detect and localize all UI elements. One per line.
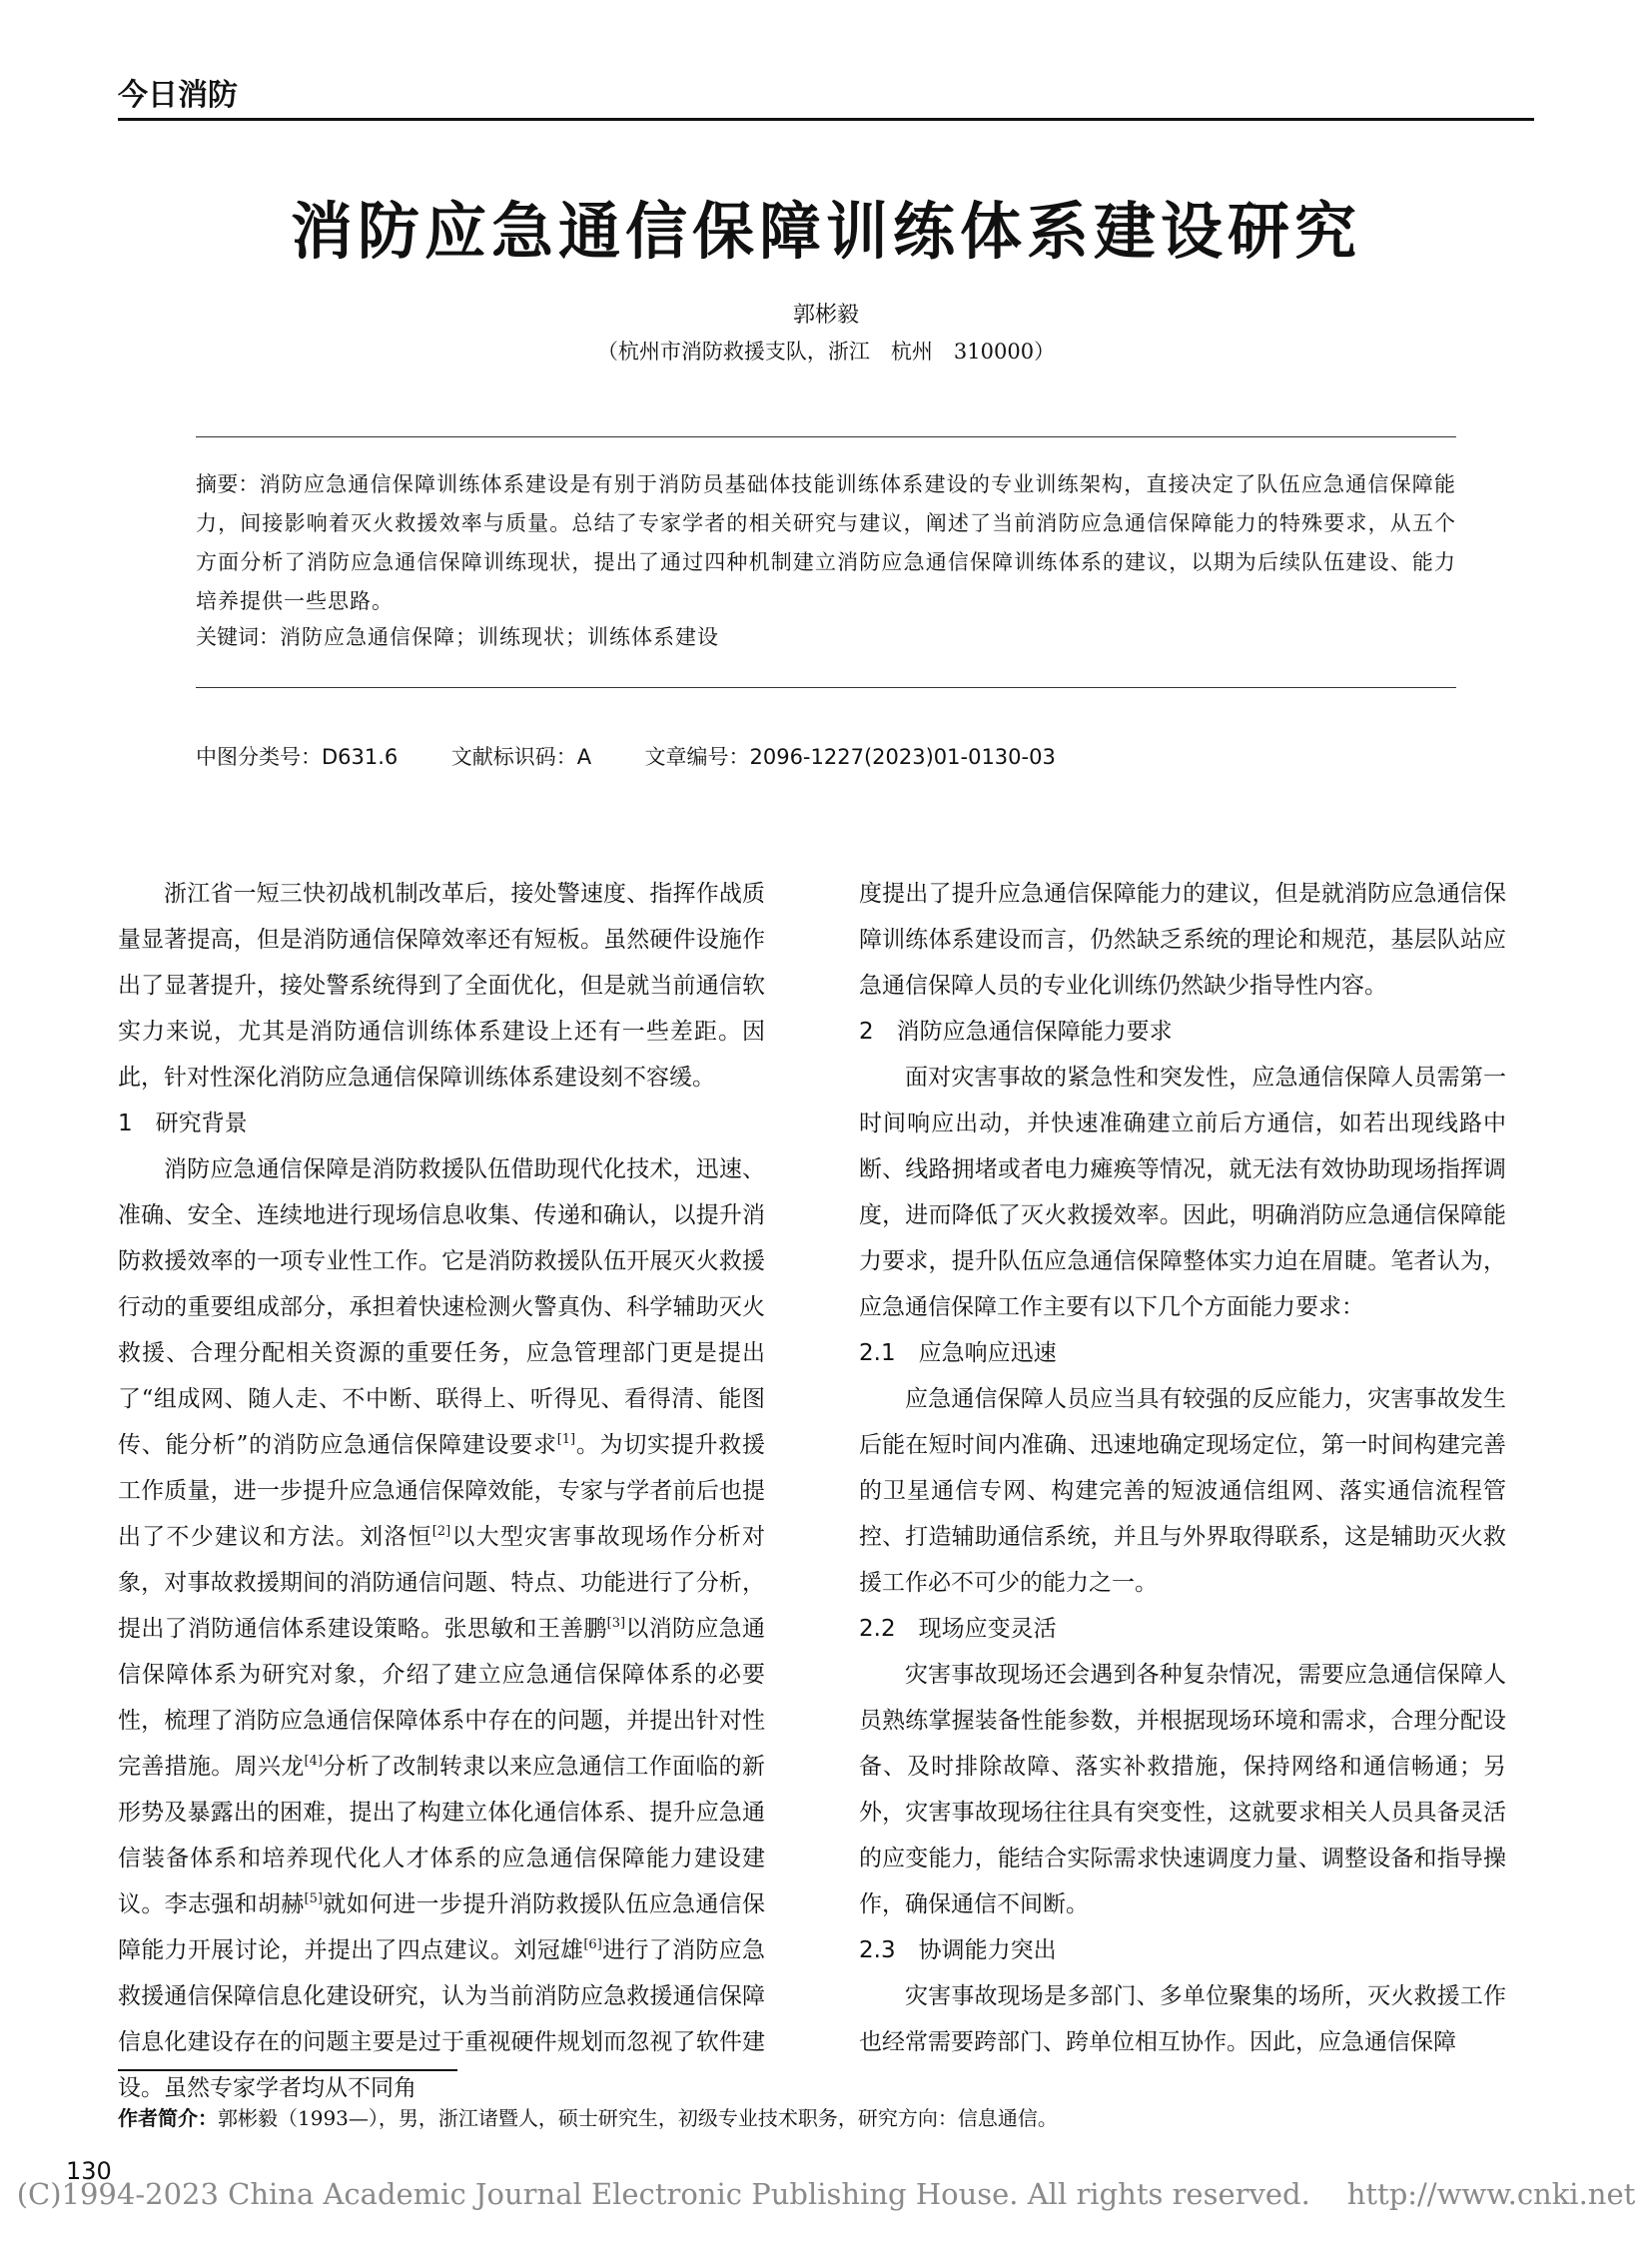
doc-code-value: A bbox=[576, 745, 592, 769]
paragraph: 度提出了提升应急通信保障能力的建议，但是就消防应急通信保障训练体系建设而言，仍然缺乏系统的理论和规范，基层队站应急通信保障人员的专业化训练仍然缺少指导性内容。 bbox=[859, 881, 1506, 999]
paragraph: 灾害事故现场还会遇到各种复杂情况，需要应急通信保障人员熟练掌握装备性能参数，并根据现场环境和需求，合理分配设备、及时排除故障、落实补救措施，保持网络和通信畅通；另外，灾害事故现场往往具有突变性，这就要求相关人员具备灵活的应变能力，能结合实际需求快速调度力量、调整设备和指导操作，确保通信不间断。 bbox=[859, 1662, 1506, 1917]
abstract-top-rule bbox=[196, 436, 1456, 437]
keywords-text: 消防应急通信保障；训练现状；训练体系建设 bbox=[280, 625, 719, 649]
subsection-heading: 2.1 应急响应迅速 bbox=[859, 1340, 1057, 1366]
abstract bbox=[196, 465, 1456, 621]
article-author: 郭彬毅 bbox=[792, 303, 859, 328]
doc-code-label: 文献标识码： bbox=[450, 745, 577, 769]
clc-label: 中图分类号： bbox=[196, 745, 322, 769]
author-bio-label: 作者简介： bbox=[118, 2106, 218, 2130]
abstract-label: 摘要： bbox=[196, 472, 260, 496]
section-heading: 1 研究背景 bbox=[118, 1111, 248, 1136]
article-no-value: 2096-1227(2023)01-0130-03 bbox=[749, 745, 1056, 769]
citation-ref: [3] bbox=[606, 1616, 626, 1631]
page-number: 130 bbox=[66, 2157, 112, 2185]
citation-ref: [2] bbox=[431, 1524, 451, 1539]
paragraph: 应急通信保障人员应当具有较强的反应能力，灾害事故发生后能在短时间内准确、迅速地确定现场定位，第一时间构建完善的卫星通信专网、构建完善的短波通信组网、落实通信流程管控、打造辅助通信系统，并且与外界取得联系，这是辅助灭火救援工作必不可少的能力之一。 bbox=[859, 1386, 1506, 1596]
section-label: 今日消防 bbox=[118, 78, 238, 113]
classification-info bbox=[196, 741, 1056, 771]
author-affiliation: （杭州市消防救援支队，浙江 杭州 310000） bbox=[596, 340, 1056, 364]
subsection-heading: 2.2 现场应变灵活 bbox=[859, 1616, 1057, 1642]
citation-ref: [1] bbox=[556, 1432, 576, 1447]
article-title: 消防应急通信保障训练体系建设研究 bbox=[290, 195, 1361, 268]
abstract-text: 消防应急通信保障训练体系建设是有别于消防员基础体技能训练体系建设的专业训练架构，直接决定了队伍应急通信保障能力，间接影响着灭火救援效率与质量。总结了专家学者的相关研究与建议，阐述了当前消防应急通信保障能力的特殊要求，从五个方面分析了消防应急通信保障训练现状，提出了通过四种机制建立消防应急通信保障训练体系的建议，以期为后续队伍建设、能力培养提供一些思路。 bbox=[196, 472, 1456, 613]
article-no-label: 文章编号： bbox=[644, 745, 750, 769]
citation-ref: [4] bbox=[304, 1754, 323, 1769]
subsection-heading: 2.3 协调能力突出 bbox=[859, 1937, 1057, 1963]
paragraph: 消防应急通信保障是消防救援队伍借助现代化技术，迅速、准确、安全、连续地进行现场信息收集、传递和确认，以提升消防救援效率的一项专业性工作。它是消防救援队伍开展灭火救援行动的重要组成部分，承担着快速检测火警真伪、科学辅助灭火救援、合理分配相关资源的重要任务，应急管理部门更是提出了“组成网、随人走、不中断、联得上、听得见、看得清、能图传、能分析”的消防应急通信保障建设要求[1]。为切实提升救援工作质量，进一步提升应急通信保障效能，专家与学者前后也提出了不少建议和方法。刘洛恒[2]以大型灾害事故现场作分析对象，对事故救援期间的消防通信问题、特点、功能进行了分析，提出了消防通信体系建设策略。张思敏和王善鹏[3]以消防应急通信保障体系为研究对象，介绍了建立应急通信保障体系的必要性，梳理了消防应急通信保障体系中存在的问题，并提出针对性完善措施。周兴龙[4]分析了改制转隶以来应急通信工作面临的新形势及暴露出的困难，提出了构建立体化通信体系、提升应急通信装备体系和培养现代化人才体系的应急通信保障能力建设建议。李志强和胡赫[5]就如何进一步提升消防救援队伍应急通信保障能力开展讨论，并提出了四点建议。刘冠雄[6]进行了消防应急救援通信保障信息化建设研究，认为当前消防应急救援通信保障信息化建设存在的问题主要是过于重视硬件规划而忽视了软件建设。虽然专家学者均从不同角 bbox=[118, 1156, 766, 2101]
paragraph: 灾害事故现场是多部门、多单位聚集的场所，灭火救援工作也经常需要跨部门、跨单位相互协作。因此，应急通信保障 bbox=[859, 1983, 1506, 2055]
keywords-label: 关键词： bbox=[196, 625, 280, 649]
body-column-right bbox=[859, 871, 1506, 2065]
author-bio bbox=[118, 2102, 1058, 2131]
footnote-rule bbox=[118, 2069, 457, 2071]
body-column-left bbox=[118, 871, 765, 2111]
citation-ref: [6] bbox=[583, 1937, 602, 1952]
clc-value: D631.6 bbox=[322, 745, 399, 769]
citation-ref: [5] bbox=[304, 1891, 323, 1906]
keywords bbox=[196, 621, 1456, 651]
paragraph: 浙江省一短三快初战机制改革后，接处警速度、指挥作战质量显著提高，但是消防通信保障效率还有短板。虽然硬件设施作出了显著提升，接处警系统得到了全面优化，但是就当前通信软实力来说，尤其是消防通信训练体系建设上还有一些差距。因此，针对性深化消防应急通信保障训练体系建设刻不容缓。 bbox=[118, 881, 765, 1091]
author-bio-text: 郭彬毅（1993—），男，浙江诸暨人，硕士研究生，初级专业技术职务，研究方向：信息通信。 bbox=[218, 2106, 1058, 2130]
section-heading: 2 消防应急通信保障能力要求 bbox=[859, 1019, 1173, 1045]
copyright-watermark: (C)1994-2023 China Academic Journal Electronic Publishing House. All rights reserved. http://www.cnki.net bbox=[16, 2177, 1636, 2211]
abstract-bottom-rule bbox=[196, 687, 1456, 688]
paragraph: 面对灾害事故的紧急性和突发性，应急通信保障人员需第一时间响应出动，并快速准确建立前后方通信，如若出现线路中断、线路拥堵或者电力瘫痪等情况，就无法有效协助现场指挥调度，进而降低了灭火救援效率。因此，明确消防应急通信保障能力要求，提升队伍应急通信保障整体实力迫在眉睫。笔者认为，应急通信保障工作主要有以下几个方面能力要求： bbox=[859, 1065, 1506, 1320]
header-rule bbox=[118, 118, 1534, 121]
